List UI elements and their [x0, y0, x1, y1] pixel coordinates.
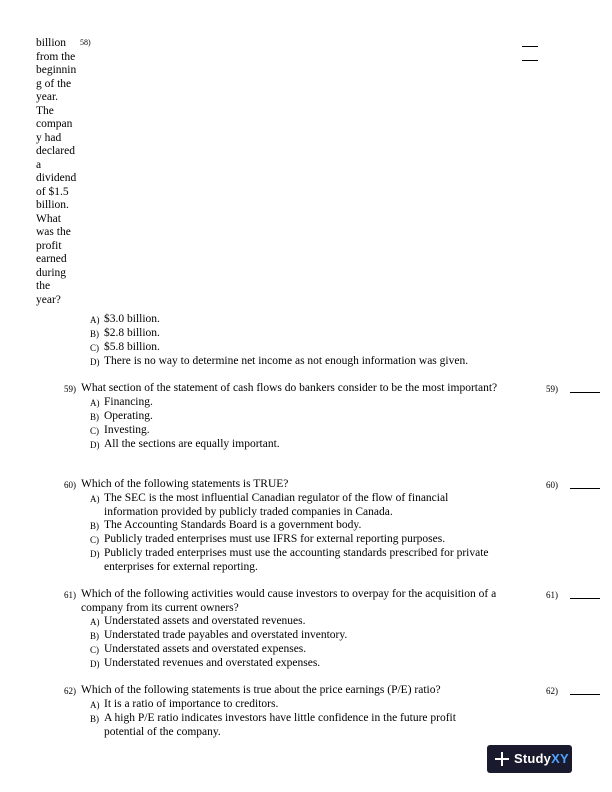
fragment-line: from the: [36, 50, 76, 63]
option-d[interactable]: [90, 438, 490, 452]
fragment-line: a: [36, 158, 42, 171]
fragment-line: compan: [36, 118, 73, 130]
fragment-line: beginnin: [36, 64, 77, 76]
option-letter: A): [90, 617, 100, 628]
fragment-line: billion: [36, 37, 67, 49]
fragment-line: year?: [36, 293, 61, 306]
option-letter: D): [90, 659, 100, 670]
option-a[interactable]: [90, 313, 560, 327]
option-text: Financing.: [104, 396, 153, 408]
answer-blank[interactable]: [570, 382, 600, 393]
option-b[interactable]: [90, 410, 490, 424]
option-b[interactable]: [90, 629, 490, 643]
question-61: [64, 588, 604, 671]
option-d[interactable]: [90, 355, 560, 369]
answer-blank[interactable]: [570, 478, 600, 489]
option-b[interactable]: [90, 712, 490, 739]
question-text: Which of the following statements is true about the price earnings (P/E) ratio?: [81, 684, 441, 696]
option-text: Understated trade payables and overstated inventory.: [104, 629, 348, 642]
q58-number: 58): [80, 38, 91, 47]
option-text: A high P/E ratio indicates investors have little confidence in the future profit potential of the company.: [104, 712, 456, 738]
question-text: Which of the following statements is TRUE?: [81, 478, 289, 490]
studyxy-logo[interactable]: [487, 745, 572, 773]
brand-name-part2: XY: [551, 751, 569, 766]
fragment-line: during: [36, 266, 67, 279]
answer-label: 60): [546, 480, 558, 490]
fragment-line: year.: [36, 91, 59, 103]
option-letter: A): [90, 700, 100, 710]
option-text: Publicly traded enterprises must use IFRS for external reporting purposes.: [104, 533, 446, 546]
option-c[interactable]: [90, 341, 560, 355]
option-letter: D): [90, 357, 100, 367]
question-60: [64, 478, 604, 575]
fragment-line: y had: [36, 131, 62, 144]
fragment-line: dividend: [36, 172, 77, 184]
question-62: [64, 684, 604, 739]
fragment-line: billion.: [36, 199, 69, 211]
option-a[interactable]: [90, 492, 490, 519]
q58-answer-blank-2[interactable]: [522, 60, 538, 61]
option-letter: B): [90, 631, 99, 642]
option-b[interactable]: [90, 327, 560, 341]
option-b[interactable]: [90, 519, 490, 533]
answer-blank[interactable]: [570, 684, 600, 695]
option-letter: D): [90, 549, 100, 560]
fragment-line: The: [36, 104, 54, 117]
question-number: 59): [64, 384, 76, 394]
fragment-line: earned: [36, 253, 67, 265]
option-letter: C): [90, 343, 99, 353]
option-text: Understated assets and overstated expenses.: [104, 643, 307, 656]
q58-options: [90, 313, 560, 369]
answer-label: 59): [546, 384, 558, 394]
question-number: 61): [64, 590, 76, 600]
plus-icon: [495, 752, 509, 766]
option-d[interactable]: [90, 657, 490, 671]
option-letter: C): [90, 645, 99, 656]
option-text: There is no way to determine net income as not enough information was given.: [104, 355, 469, 367]
fragment-line: was the: [36, 226, 71, 238]
brand-name: [514, 752, 569, 766]
fragment-line: declared: [36, 145, 75, 157]
option-text: $2.8 billion.: [104, 327, 160, 339]
answer-label: 62): [546, 686, 558, 696]
option-c[interactable]: [90, 533, 490, 547]
fragment-line: profit: [36, 239, 62, 252]
option-d[interactable]: [90, 547, 490, 574]
fragment-line: What: [36, 212, 61, 225]
option-text: $3.0 billion.: [104, 313, 160, 325]
question-number: 62): [64, 686, 76, 696]
question-text: What section of the statement of cash flows do bankers consider to be the most important?: [81, 382, 498, 394]
question-text: Which of the following activities would cause investors to overpay for the acquisition of a company from its current owners?: [81, 588, 497, 614]
option-text: Understated revenues and overstated expenses.: [104, 657, 321, 670]
option-letter: A): [90, 315, 100, 325]
option-letter: B): [90, 521, 99, 532]
option-letter: B): [90, 412, 99, 422]
fragment-line: g of the: [36, 77, 72, 90]
option-letter: C): [90, 535, 99, 546]
fragment-line: of $1.5: [36, 185, 69, 198]
option-text: Publicly traded enterprises must use the accounting standards prescribed for private enterprises for external reporting.: [104, 547, 489, 574]
question-number: 60): [64, 480, 76, 490]
option-letter: A): [90, 398, 100, 408]
option-a[interactable]: [90, 698, 490, 712]
option-letter: C): [90, 426, 99, 436]
question-59: [64, 382, 604, 452]
answer-label: 61): [546, 590, 558, 600]
q58-answer-blank[interactable]: [522, 46, 538, 47]
option-a[interactable]: [90, 615, 490, 629]
option-text: All the sections are equally important.: [104, 438, 280, 450]
option-text: It is a ratio of importance to creditors.: [104, 698, 279, 710]
option-letter: A): [90, 494, 100, 504]
option-letter: B): [90, 329, 99, 339]
option-text: The SEC is the most influential Canadian regulator of the flow of financial information provided by publicly traded companies in Canada.: [104, 492, 449, 518]
answer-blank[interactable]: [570, 588, 600, 599]
q58-fragment-text: [36, 37, 78, 307]
option-letter: B): [90, 714, 99, 724]
option-text: Understated assets and overstated revenues.: [104, 615, 306, 628]
option-letter: D): [90, 440, 100, 450]
option-c[interactable]: [90, 424, 490, 438]
option-a[interactable]: [90, 396, 490, 410]
option-text: Operating.: [104, 410, 153, 422]
option-text: Investing.: [104, 424, 150, 436]
fragment-line: the: [36, 280, 51, 292]
option-c[interactable]: [90, 643, 490, 657]
brand-name-part1: Study: [514, 751, 552, 766]
option-text: $5.8 billion.: [104, 341, 160, 353]
option-text: The Accounting Standards Board is a government body.: [104, 519, 362, 532]
